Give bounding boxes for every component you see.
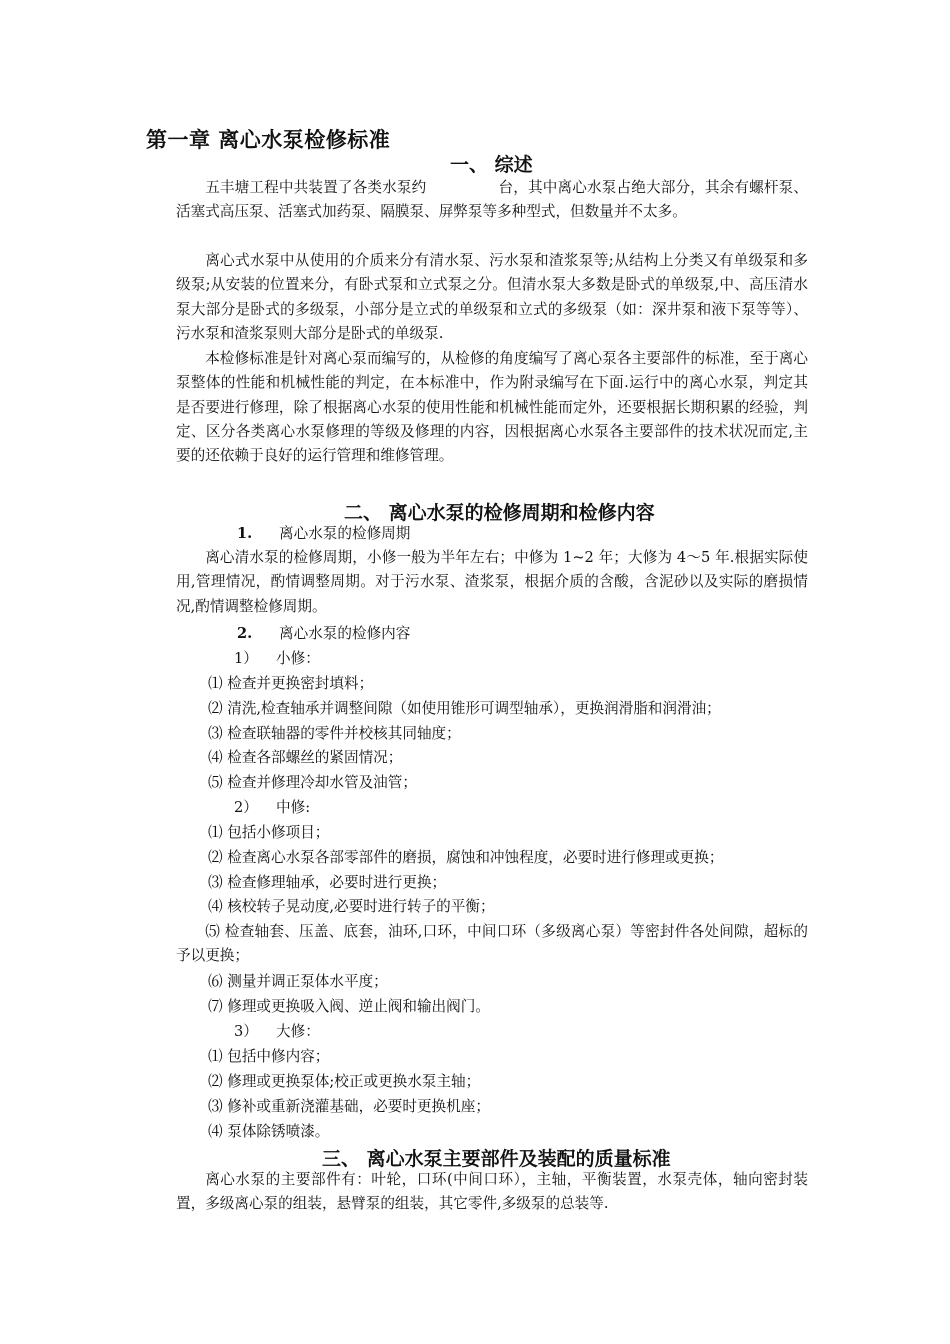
s1-p1-part-a: 五丰塘工程中共装置了各类水泵约	[205, 179, 427, 196]
minor-item-3: ⑶ 检查联轴器的零件并校核其同轴度；	[208, 725, 461, 742]
major-repair-number: 3）	[234, 1023, 258, 1040]
mid-repair-number: 2）	[234, 799, 258, 816]
section-2-heading: 二、 离心水泵的检修周期和检修内容	[344, 502, 655, 524]
minor-item-1: ⑴ 检查并更换密封填料；	[208, 675, 374, 692]
minor-repair-heading	[234, 647, 320, 671]
major-item-1: ⑴ 包括中修内容；	[208, 1048, 330, 1065]
s1-paragraph-3: 本检修标准是针对离心泵而编写的，从检修的角度编写了离心泵各主要部件的标准，至于离心泵整体的性能和机械性能的判定，在本标准中，作为附录编写在下面.运行中的离心水泵，判定其是否要进行修理，除了根据离心水泵的使用性能和机械性能而定外，还要根据长期积累的经验，判定、区分各类离心水泵修理的等级及修理的内容，因根据离心水泵各主要部件的技术状况而定,主要的还依赖于良好的运行管理和维修管理。	[176, 350, 808, 465]
mid-repair-heading	[234, 796, 310, 820]
s2-sub2-number: 2.	[237, 625, 253, 642]
minor-item-4: ⑷ 检查各部螺丝的紧固情况；	[208, 749, 403, 766]
major-repair-heading	[234, 1020, 320, 1044]
mid-item-3: ⑶ 检查修理轴承，必要时进行更换；	[208, 874, 447, 891]
s1-p1-part-b: 台，其中离心水泵占绝大部分，其余有螺杆泵、活塞式高压泵、活塞式加药泵、隔膜泵、屏弊泵等多种型式，但数量并不太多。	[176, 179, 808, 221]
minor-item-2: ⑵ 清洗,检查轴承并调整间隙（如使用锥形可调型轴承），更换润滑脂和润滑油；	[208, 700, 721, 717]
minor-repair-number: 1）	[234, 650, 258, 667]
s3-paragraph-1: 离心水泵的主要部件有：叶轮，口环(中间口环），主轴，平衡装置，水泵壳体，轴向密封装置，多级离心泵的组装，悬臂泵的组装，其它零件,多级泵的总装等.	[176, 1171, 808, 1213]
s2-sub1-label: 离心水泵的检修周期	[279, 525, 411, 542]
minor-item-5: ⑸ 检查并修理冷却水管及油管；	[208, 774, 417, 791]
mid-repair-label: 中修:	[276, 799, 311, 816]
chapter-title: 第一章 离心水泵检修标准	[146, 128, 391, 152]
s2-sub2-heading	[237, 622, 410, 646]
mid-item-2: ⑵ 检查离心水泵各部零部件的磨损，腐蚀和冲蚀程度，必要时进行修理或更换；	[208, 849, 724, 866]
mid-item-1: ⑴ 包括小修项目；	[208, 824, 330, 841]
mid-item-5: ⑸ 检查轴套、压盖、底套，油环,口环，中间口环（多级离心泵）等密封件各处间隙，超标的予以更换；	[176, 923, 808, 965]
major-item-3: ⑶ 修补或重新浇灌基础，必要时更换机座；	[208, 1098, 490, 1115]
s2-sub1-text: 离心清水泵的检修周期，小修一般为半年左右；中修为 1~2 年；大修为 4～5 年.根据实际使用,管理情况，酌情调整周期。对于污水泵、渣浆泵，根据介质的含酸，含泥砂以及实际的磨损情况,酌情调整检修周期。	[176, 549, 808, 615]
major-item-4: ⑷ 泵体除锈喷漆。	[208, 1123, 330, 1140]
s2-sub2-label: 离心水泵的检修内容	[279, 625, 411, 642]
s1-paragraph-2: 离心式水泵中从使用的介质来分有清水泵、污水泵和渣浆泵等;从结构上分类又有单级泵和多级泵;从安装的位置来分，有卧式泵和立式泵之分。但清水泵大多数是卧式的单级泵,中、高压清水泵大部分是卧式的多级泵，小部分是立式的单级泵和立式的多级泵（如：深井泵和液下泵等等）、污水泵和渣浆泵则大部分是卧式的单级泵.	[176, 252, 808, 342]
s2-sub1-heading	[237, 522, 410, 546]
s2-sub1-number: 1.	[237, 525, 253, 542]
section-1-heading: 一、 综述	[450, 154, 533, 176]
major-item-2: ⑵ 修理或更换泵体;校正或更换水泵主轴；	[208, 1073, 481, 1090]
major-repair-label: 大修：	[276, 1023, 320, 1040]
mid-item-6: ⑹ 测量并调正泵体水平度；	[208, 973, 388, 990]
minor-repair-label: 小修：	[276, 650, 320, 667]
s1-paragraph-1	[176, 176, 808, 225]
mid-item-7: ⑺ 修理或更换吸入阀、逆止阀和输出阀门。	[208, 998, 490, 1015]
section-3-heading: 三、 离心水泵主要部件及装配的质量标准	[322, 1148, 671, 1170]
mid-item-4: ⑷ 核校转子晃动度,必要时进行转子的平衡；	[208, 898, 495, 915]
